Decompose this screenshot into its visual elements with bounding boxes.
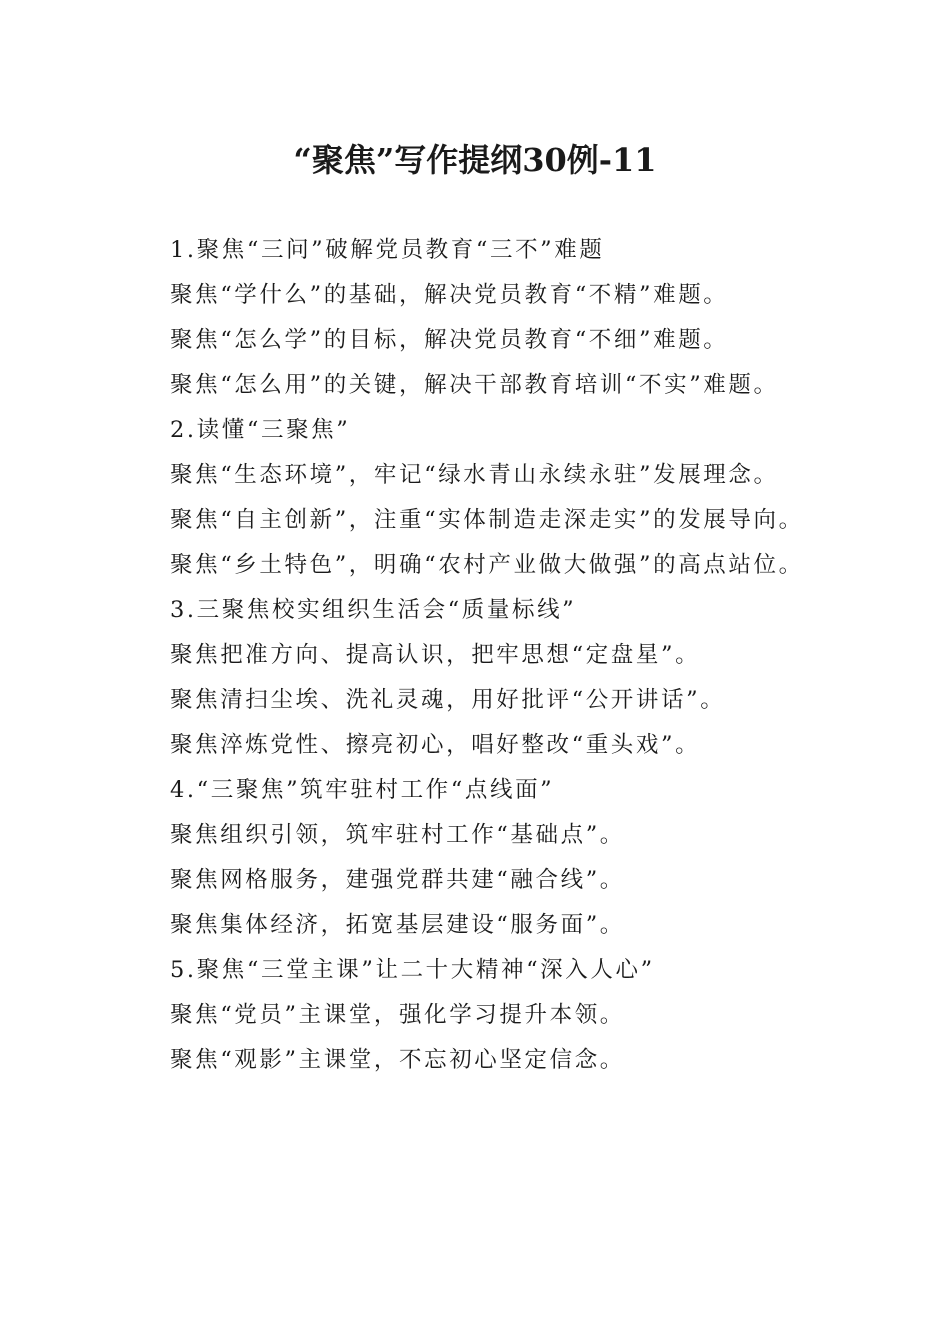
heading-item-2: 2.读懂“三聚焦”: [170, 417, 351, 443]
body-line: 聚焦清扫尘埃、洗礼灵魂，用好批评“公开讲话”。: [170, 687, 726, 713]
body-line: 聚焦把准方向、提高认识，把牢思想“定盘星”。: [170, 642, 701, 668]
heading-item-4: 4.“三聚焦”筑牢驻村工作“点线面”: [170, 777, 555, 803]
body-line: 聚焦“怎么学”的目标，解决党员教育“不细”难题。: [170, 327, 729, 353]
heading-item-3: 3.三聚焦校实组织生活会“质量标线”: [170, 597, 577, 623]
body-line: 聚焦网格服务，建强党群共建“融合线”。: [170, 867, 625, 893]
body-line: 聚焦“学什么”的基础，解决党员教育“不精”难题。: [170, 282, 729, 308]
body-line: 聚焦“自主创新”，注重“实体制造走深走实”的发展导向。: [170, 507, 804, 533]
body-line: 聚焦淬炼党性、擦亮初心，唱好整改“重头戏”。: [170, 732, 701, 758]
document-body: [122, 228, 832, 1083]
heading-item-5: 5.聚焦“三堂主课”让二十大精神“深入人心”: [170, 957, 655, 983]
heading-item-1: 1.聚焦“三问”破解党员教育“三不”难题: [170, 237, 605, 263]
body-line: 聚焦“乡土特色”，明确“农村产业做大做强”的高点站位。: [170, 552, 804, 578]
body-line: 聚焦“生态环境”，牢记“绿水青山永续永驻”发展理念。: [170, 462, 779, 488]
body-line: 聚焦组织引领，筑牢驻村工作“基础点”。: [170, 822, 625, 848]
body-line: 聚焦“怎么用”的关键，解决干部教育培训“不实”难题。: [170, 372, 779, 398]
body-line: 聚焦“党员”主课堂，强化学习提升本领。: [170, 1002, 625, 1028]
document-title: “聚焦”写作提纲30例-11: [293, 141, 657, 179]
body-line: 聚焦集体经济，拓宽基层建设“服务面”。: [170, 912, 625, 938]
body-line: 聚焦“观影”主课堂，不忘初心坚定信念。: [170, 1047, 625, 1073]
